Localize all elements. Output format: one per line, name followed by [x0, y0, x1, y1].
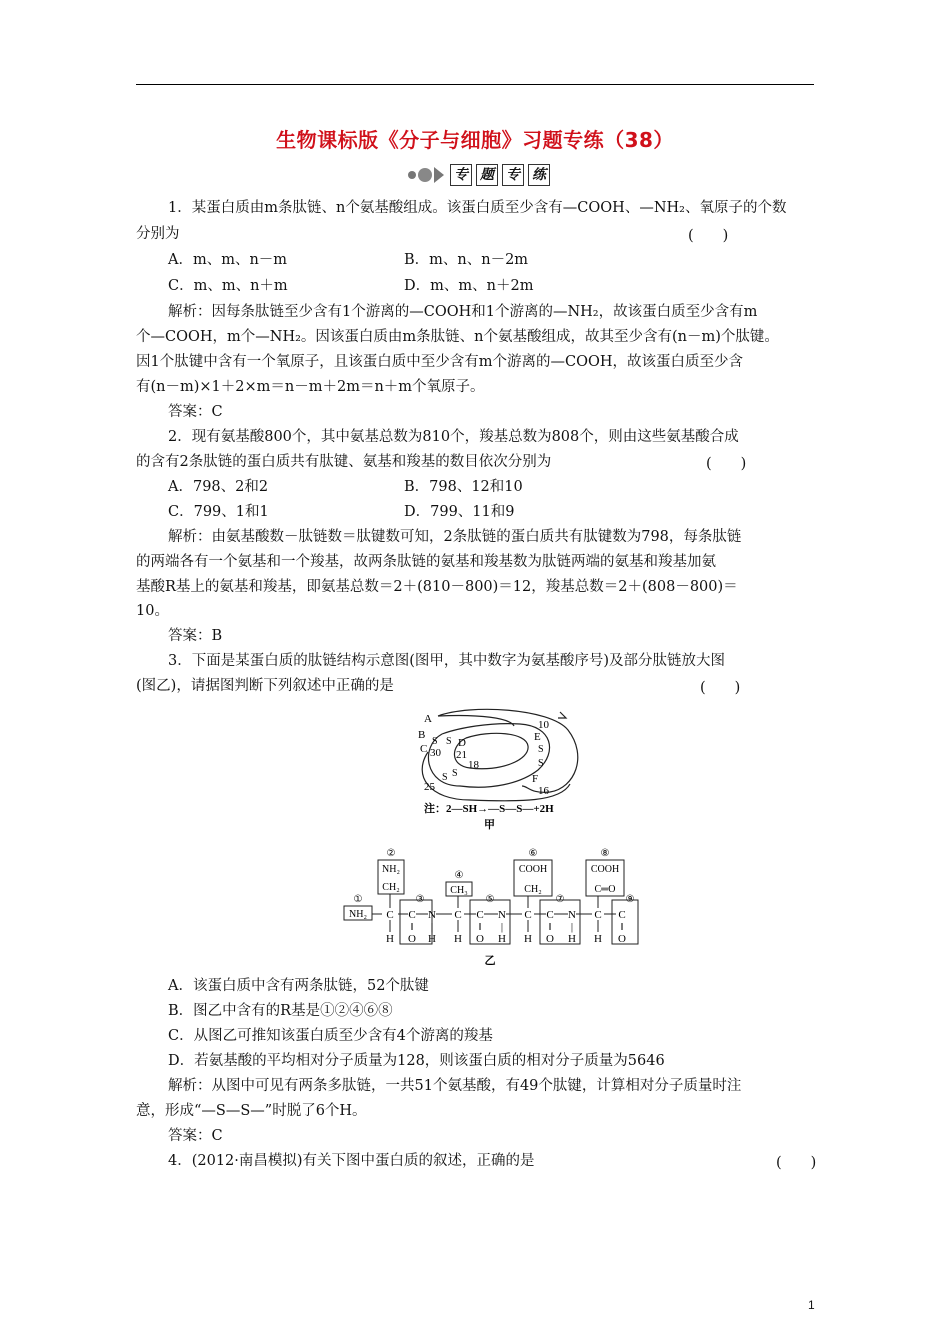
fig1-label: S [446, 736, 452, 747]
q2-option-a: A．798、2和2 [168, 479, 269, 495]
q2-option-b: B．798、12和10 [404, 479, 523, 495]
q4-answer-blank: ( ) [776, 1155, 817, 1171]
svg-text:O: O [408, 933, 416, 945]
q2-option-c: C．799、1和1 [168, 504, 269, 520]
banner-char: 题 [476, 164, 498, 186]
fig1-label: S [442, 772, 448, 783]
q3-option-d: D．若氨基酸的平均相对分子质量为128，则该蛋白质的相对分子质量为5646 [168, 1053, 665, 1069]
q2-option-d: D．799、11和9 [404, 504, 515, 520]
q1-explanation: 因1个肽键中含有一个氧原子，且该蛋白质中至少含有m个游离的—COOH，故该蛋白质至少含 [136, 354, 743, 370]
fig1-label: 10 [538, 719, 549, 731]
q2-answer-blank: ( ) [706, 456, 747, 472]
svg-text:C: C [524, 909, 532, 921]
q3-explanation: 解析：从图中可见有两条多肽链，一共51个氨基酸，有49个肽键，计算相对分子质量时注 [168, 1078, 742, 1094]
fig1-label: 21 [456, 749, 467, 761]
fig2-group: COOH [590, 864, 620, 875]
fig2-num: ⑥ [528, 848, 538, 859]
fig2-num: ⑧ [600, 848, 610, 859]
q1-explanation: 解析：因每条肽链至少含有1个游离的—COOH和1个游离的—NH₂，故该蛋白质至少含有m [168, 304, 758, 320]
q3-option-c: C．从图乙可推知该蛋白质至少含有4个游离的羧基 [168, 1028, 493, 1044]
arrow-icon [434, 167, 444, 183]
banner-char: 专 [502, 164, 524, 186]
svg-text:C: C [594, 909, 602, 921]
fig2-num: ⑦ [555, 894, 565, 905]
q1-explanation: 个—COOH，m个—NH₂。因该蛋白质由m条肽链、n个氨基酸组成，故其至少含有(n－m)个肽键。 [136, 329, 779, 345]
fig1-label: F [532, 773, 539, 785]
q2-explanation: 10。 [136, 603, 169, 619]
fig1-label: 18 [468, 759, 479, 771]
svg-text:C: C [408, 909, 416, 921]
q3-answer: 答案：C [168, 1128, 223, 1144]
fig2-num: ③ [415, 894, 425, 905]
svg-text:|: | [500, 921, 504, 933]
q1-option-c: C．m、m、n＋m [168, 278, 288, 294]
q1-answer: 答案：C [168, 404, 223, 420]
q1-answer-blank: ( ) [688, 228, 729, 244]
fig2-group: NH₂ [349, 909, 367, 920]
fig1-label: A [424, 713, 432, 725]
fig1-caption: 甲 [484, 819, 495, 830]
header-rule [136, 84, 814, 85]
banner-char: 专 [450, 164, 472, 186]
svg-text:O: O [476, 933, 484, 945]
fig2-caption: 乙 [484, 955, 496, 967]
q3-option-a: A．该蛋白质中含有两条肽链，52个肽键 [168, 978, 429, 994]
fig1-label: 30 [430, 747, 441, 759]
fig2-group: CH₃ [450, 885, 468, 896]
svg-text:H: H [498, 933, 506, 945]
svg-text:H: H [386, 933, 394, 945]
svg-text:O: O [618, 933, 626, 945]
fig1-label: E [534, 731, 541, 743]
svg-text:C: C [618, 909, 626, 921]
fig1-label: B [418, 729, 426, 741]
svg-text:|: | [430, 921, 434, 933]
fig2-group: CH₂ [382, 882, 400, 893]
svg-text:N: N [498, 909, 506, 921]
svg-text:C: C [386, 909, 394, 921]
svg-text:N: N [568, 909, 576, 921]
fig1-note: 注：2—SH→—S—S—+2H [424, 803, 554, 815]
q1-option-a: A．m、m、n－m [168, 252, 288, 268]
fig2-num: ⑤ [485, 894, 495, 905]
q2-explanation: 解析：由氨基酸数－肽链数＝肽键数可知，2条肽链的蛋白质共有肽键数为798，每条肽链 [168, 529, 742, 545]
q1-option-b: B．m、n、n－2m [404, 252, 529, 268]
fig2-num: ④ [454, 870, 464, 881]
dot-icon [408, 171, 416, 179]
q2-stem-line2: 的含有2条肽链的蛋白质共有肽键、氨基和羧基的数目依次分别为 [136, 454, 552, 470]
q3-stem-line1: 3．下面是某蛋白质的肽链结构示意图(图甲，其中数字为氨基酸序号)及部分肽链放大图 [168, 653, 726, 669]
svg-text:O: O [546, 933, 554, 945]
svg-text:‖: ‖ [410, 921, 414, 933]
q3-option-b: B．图乙中含有的R基是①②④⑥⑧ [168, 1003, 393, 1019]
dot-icon [418, 168, 432, 182]
svg-text:N: N [428, 909, 436, 921]
fig2-group: C═O [594, 884, 616, 895]
svg-text:C: C [546, 909, 554, 921]
q2-explanation: 的两端各有一个氨基和一个羧基，故两条肽链的氨基和羧基数为肽链两端的氨基和羧基加氨 [136, 554, 716, 570]
q3-stem-line2: (图乙)，请据图判断下列叙述中正确的是 [136, 678, 394, 694]
fig1-label: S [432, 736, 438, 747]
page-title: 生物课标版《分子与细胞》习题专练（38） [276, 128, 674, 152]
fig2-num: ② [386, 848, 396, 859]
fig1-label: C [420, 743, 428, 755]
q2-answer: 答案：B [168, 628, 223, 644]
fig1-label: S [452, 768, 458, 779]
q4-stem-line1: 4．(2012·南昌模拟)有关下图中蛋白质的叙述，正确的是 [168, 1153, 535, 1169]
fig1-label: S [538, 744, 544, 755]
fig2-num: ⑨ [625, 894, 635, 905]
fig1-label: 25 [424, 781, 435, 793]
svg-text:|: | [570, 921, 574, 933]
fig1-label: D [458, 737, 466, 749]
svg-text:C: C [476, 909, 484, 921]
section-banner [408, 162, 550, 188]
fig1-label: 16 [538, 785, 549, 797]
fig2-group: NH₂ [382, 864, 400, 875]
q2-explanation: 基酸R基上的氨基和羧基，即氨基总数＝2＋(810－800)＝12，羧基总数＝2＋(808－800)＝ [136, 579, 738, 595]
q1-explanation: 有(n－m)×1＋2×m＝n－m＋2m＝n＋m个氧原子。 [136, 379, 485, 395]
q3-answer-blank: ( ) [700, 680, 741, 696]
banner-char: 练 [528, 164, 550, 186]
svg-text:‖: ‖ [620, 921, 624, 933]
fig2-group: CH₂ [524, 884, 542, 895]
svg-text:H: H [454, 933, 462, 945]
page-number: 1 [808, 1298, 815, 1312]
svg-text:H: H [568, 933, 576, 945]
svg-text:‖: ‖ [548, 921, 552, 933]
q1-option-d: D．m、m、n＋2m [404, 278, 534, 294]
fig2-group: COOH [518, 864, 548, 875]
svg-text:‖: ‖ [478, 921, 482, 933]
figure-yi [338, 842, 642, 970]
figure-jia [410, 706, 590, 830]
q3-explanation: 意，形成“—S—S—”时脱了6个H。 [136, 1103, 367, 1119]
q2-stem-line1: 2．现有氨基酸800个，其中氨基总数为810个，羧基总数为808个，则由这些氨基酸合成 [168, 429, 739, 445]
fig2-num: ① [353, 894, 363, 905]
svg-text:H: H [524, 933, 532, 945]
q1-stem-line1: 1．某蛋白质由m条肽链、n个氨基酸组成。该蛋白质至少含有—COOH、—NH₂、氧原子的个数 [168, 200, 787, 216]
svg-text:H: H [594, 933, 602, 945]
svg-text:C: C [454, 909, 462, 921]
fig1-label: S [538, 758, 544, 769]
svg-text:H: H [428, 933, 436, 945]
q1-stem-line2: 分别为 [136, 226, 180, 242]
